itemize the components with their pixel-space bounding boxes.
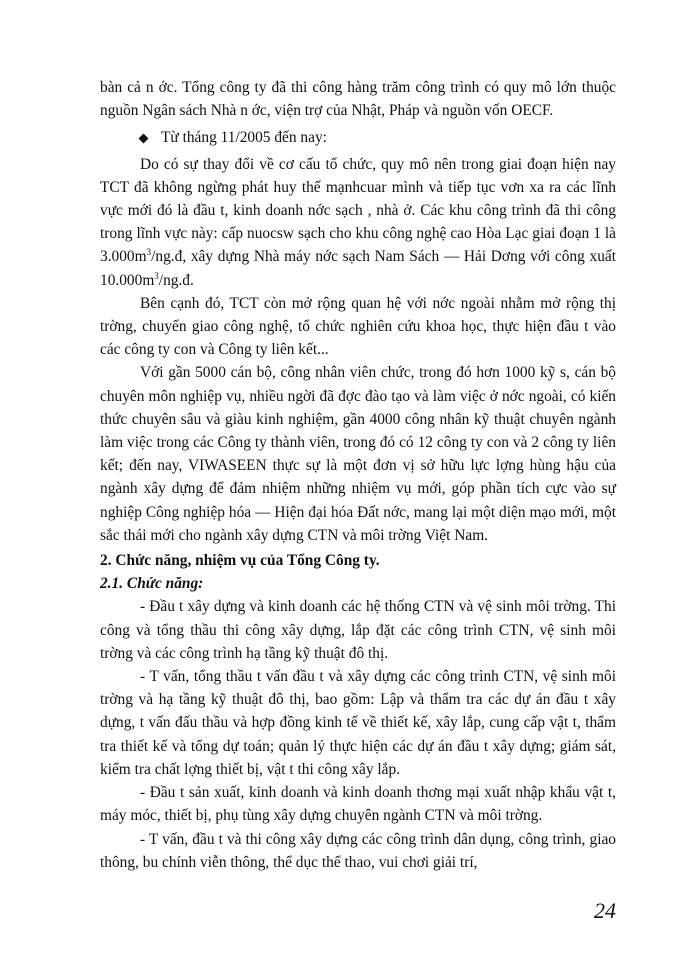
page-body [100,76,616,874]
superscript-1: 3 [146,247,152,258]
paragraph-3: Bên cạnh đó, TCT còn mở rộng quan hệ với nớc ngoài nhằm mở rộng thị trờng, chuyển giao công nghệ, tổ chức nghiên cứu khoa học, thực hiện đầu t vào các công ty con và Công ty liên kết... [100,294,616,359]
paragraph-7: - Đầu t sản xuất, kinh doanh và kinh doanh thơng mại xuất nhập khẩu vật t, máy móc, thiết bị, phụ tùng xây dựng chuyên ngành CTN và môi trờng. [100,784,616,825]
paragraph-1: bàn cả n ớc. Tổng công ty đã thi công hàng trăm công trình có quy mô lớn thuộc nguồn Ngân sách Nhà n ớc, viện trợ của Nhật, Pháp và nguồn vốn OECF. [100,79,616,120]
page-number: 24 [594,898,616,923]
superscript-2: 3 [154,270,159,281]
section-heading: 2. Chức năng, nhiệm vụ của Tổng Công ty. [100,552,380,570]
paragraph-2 [100,153,616,292]
subsection-heading: 2.1. Chức năng: [100,575,204,593]
bullet-item [100,126,616,149]
paragraph-2-part-c: /ng.đ. [158,271,194,289]
paragraph-2-part-a: Do có sự thay đổi về cơ cấu tổ chức, quy mô nên trong giai đoạn hiện nay TCT đã không ngừng phát huy thế mạnhcuar mình và tiếp tục vơn xa ra các lĩnh vực mới đó là đầu t, kinh doanh nớc sạch , nhà ở. Các khu công trình đã thi công trong lĩnh vực này: cấp nuocsw sạch cho khu công nghệ cao Hòa Lạc giai đoạn 1 là 3.000m [100,155,616,266]
bullet-text: Từ tháng 11/2005 đến nay: [161,129,327,147]
paragraph-4: Với gần 5000 cán bộ, công nhân viên chức, trong đó hơn 1000 kỹ s, cán bộ chuyên môn nghiệp vụ, nhiều ngời đã đợc đào tạo và làm việc ở nớc ngoài, có kiến thức chuyên sâu và giàu kinh nghiệm, gần 4000 công nhân kỹ thuật chuyên ngành làm việc trong các Công ty thành viên, trong đó có 12 công ty con và 2 công ty liên kết; đến nay, VIWASEEN thực sự là một đơn vị sở hữu lực lợng hùng hậu của ngành xây dựng để đảm nhiệm những nhiệm vụ mới, góp phần tích cực vào sự nghiệp Công nghiệp hóa — Hiện đại hóa Đất nớc, mang lại một diện mạo mới, một sắc thái mới cho ngành xây dựng CTN và môi trờng Việt Nam. [100,364,616,544]
paragraph-5: - Đầu t xây dựng và kinh doanh các hệ thống CTN và vệ sinh môi trờng. Thi công và tổng thầu thi công xây dựng, lắp đặt các công trình CTN, vệ sinh môi trờng và các công trình hạ tầng kỹ thuật đô thị. [100,598,616,662]
paragraph-8: - T vấn, đầu t và thi công xây dựng các công trình dân dụng, công trình, giao thông, bu chính viễn thông, thể dục thể thao, vui chơi giải trí, [100,830,616,871]
paragraph-6: - T vấn, tổng thầu t vấn đầu t và xây dựng các công trình CTN, vệ sinh môi trờng và hạ tầng kỹ thuật đô thị, bao gồm: Lập và thẩm tra các dự án đầu t xây dựng, t vấn đấu thầu và hợp đồng kinh tế về thiết kế, xây lắp, cung cấp vật t, thẩm tra thiết kế và tổng dự toán; quản lý thực hiện các dự án đầu t xây dựng; giám sát, kiểm tra chất lợng thiết bị, vật t thi công xây lắp. [100,668,616,778]
paragraph-2-part-b: /ng.đ, xây dựng Nhà máy nớc sạch Nam Sách — Hải Dơng với công xuất 10.000m [100,248,616,289]
diamond-bullet-icon [139,133,149,143]
